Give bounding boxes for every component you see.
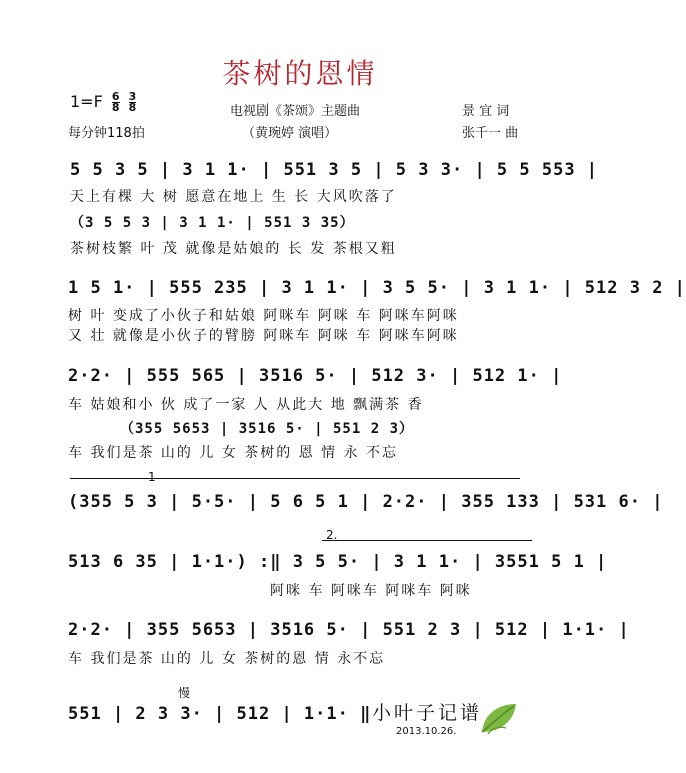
score-row-2-notes: 1 5 1· | 555 235 | 3 1 1· | 3 5 5· | 3 1 1· | 512 3 2 | bbox=[68, 278, 686, 298]
tea-leaf-icon bbox=[478, 700, 520, 736]
score-row-1-notes: 5 5 3 5 | 3 1 1· | 551 3 5 | 5 3 3· | 5 5 553 | bbox=[70, 160, 599, 180]
volta-1-bracket bbox=[70, 478, 520, 479]
score-row-3-lyric-2: 车 我们是茶 山的 儿 女 茶树的 恩 情 永 不忘 bbox=[68, 445, 399, 461]
score-row-5-lyric: 阿咪 车 阿咪车 阿咪车 阿咪 bbox=[270, 583, 472, 599]
score-row-7-notes: 551 | 2 3 3· | 512 | 1·1· ‖ bbox=[68, 704, 372, 724]
score-row-1-lyric-1: 天上有棵 大 树 愿意在地上 生 长 大风吹落了 bbox=[70, 189, 397, 205]
score-row-6-notes: 2·2· | 355 5653 | 3516 5· | 551 2 3 | 512 | 1·1· | bbox=[68, 620, 630, 640]
subtitle: 电视剧《茶颂》主题曲 bbox=[230, 104, 361, 119]
score-row-2-lyric-2: 又 壮 就像是小伙子的臂膀 阿咪车 阿咪 车 阿咪车阿咪 bbox=[68, 328, 459, 344]
score-row-5-notes: 513 6 35 | 1·1·) :‖ 3 5 5· | 3 1 1· | 3551 5 1 | bbox=[68, 552, 608, 572]
score-row-3-lyric-1: 车 姑娘和小 伙 成了一家 人 从此大 地 飘满茶 香 bbox=[68, 397, 424, 413]
score-row-1-paren-notes: （3 5 5 3 | 3 1 1· | 551 3 35） bbox=[70, 215, 355, 231]
time-signature-1: $\frac{6}{8}$ bbox=[111, 90, 120, 114]
tempo-text: 每分钟118拍 bbox=[68, 126, 145, 141]
score-row-4-notes: (355 5 3 | 5·5· | 5 6 5 1 | 2·2· | 355 133 | 531 6· | bbox=[68, 492, 664, 512]
score-row-2-lyric-1: 树 叶 变成了小伙子和姑娘 阿咪车 阿咪 车 阿咪车阿咪 bbox=[68, 308, 459, 324]
lyricist-credit: 景 宜 词 bbox=[462, 104, 510, 119]
score-row-6-lyric: 车 我们是茶 山的 儿 女 茶树的恩 情 永不忘 bbox=[68, 651, 386, 667]
volta-2-label: 2. bbox=[326, 528, 338, 542]
score-row-3-notes: 2·2· | 555 565 | 3516 5· | 512 3· | 512 1· | bbox=[68, 366, 563, 386]
transcription-date: 2013.10.26. bbox=[396, 726, 457, 737]
volta-2-bracket bbox=[322, 540, 532, 541]
volta-1-label: 1 bbox=[148, 470, 156, 484]
score-row-3-paren-notes: （355 5653 | 3516 5· | 551 2 3） bbox=[120, 421, 415, 437]
key-signature bbox=[70, 92, 136, 113]
tempo-mark-slow: 慢 bbox=[178, 686, 191, 700]
composer-credit: 张千一 曲 bbox=[462, 126, 519, 141]
time-signature-2: $\frac{3}{8}$ bbox=[128, 90, 137, 114]
singer-credit: （黄琬婷 演唱） bbox=[242, 126, 338, 141]
song-title: 茶树的恩情 bbox=[222, 57, 378, 90]
key-label: 1=F bbox=[70, 92, 103, 111]
score-row-1-lyric-2: 茶树枝繁 叶 茂 就像是姑娘的 长 发 茶根又粗 bbox=[70, 241, 397, 257]
transcriber-signature: 小叶子记谱 bbox=[372, 702, 483, 724]
